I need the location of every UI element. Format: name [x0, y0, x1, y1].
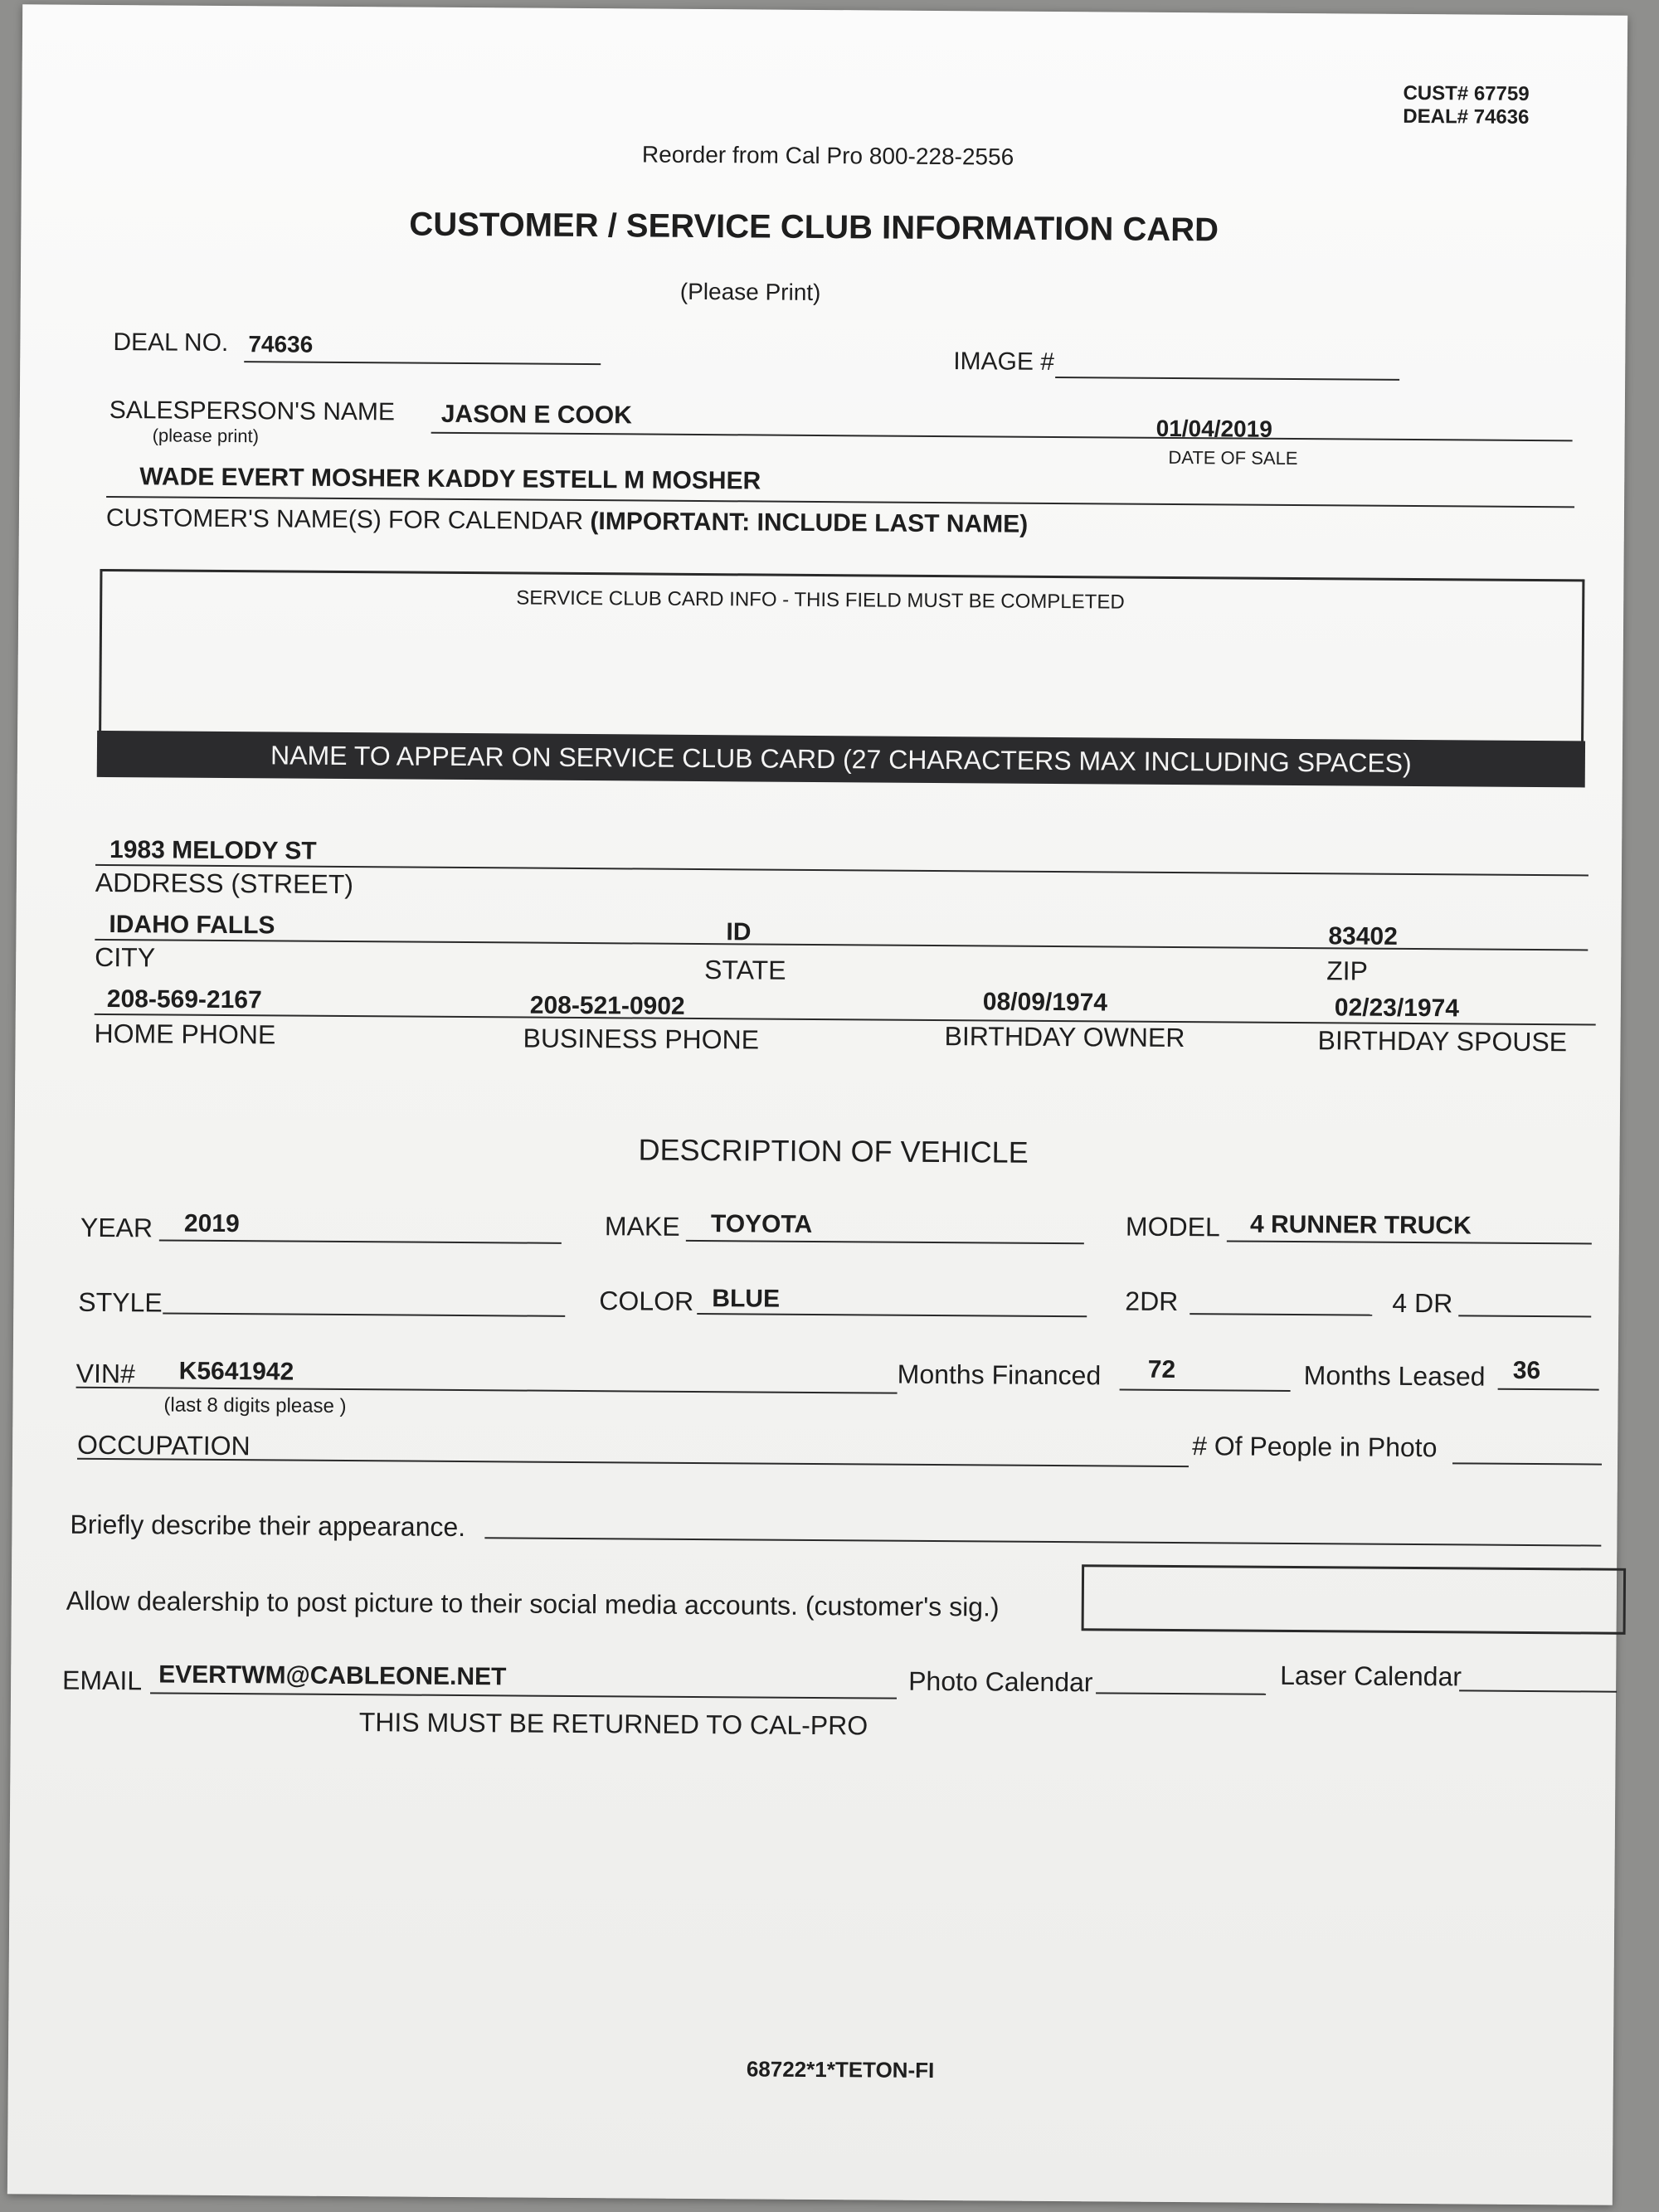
months-leased-value: 36	[1512, 1356, 1541, 1385]
deal-number-header: DEAL# 74636	[1403, 105, 1530, 129]
date-of-sale-value: 01/04/2019	[1155, 415, 1272, 442]
form-code: 68722*1*TETON-FI	[746, 2056, 935, 2083]
months-financed-line	[1120, 1389, 1291, 1392]
year-label: YEAR	[80, 1212, 153, 1243]
vin-value: K5641942	[178, 1357, 294, 1386]
customer-number: CUST# 67759	[1403, 81, 1530, 105]
style-label: STYLE	[78, 1286, 163, 1318]
occupation-line[interactable]	[77, 1458, 1189, 1467]
deal-number-line	[244, 361, 601, 365]
home-phone-value: 208-569-2167	[106, 985, 262, 1014]
four-door-line[interactable]	[1458, 1315, 1591, 1317]
street-value: 1983 MELODY ST	[109, 836, 317, 865]
business-phone-value: 208-521-0902	[529, 991, 685, 1020]
people-in-photo-line[interactable]	[1452, 1462, 1602, 1465]
style-line[interactable]	[163, 1312, 565, 1316]
return-note: THIS MUST BE RETURNED TO CAL-PRO	[358, 1707, 868, 1741]
occupation-label: OCCUPATION	[76, 1429, 251, 1461]
salesperson-value: JASON E COOK	[440, 400, 632, 430]
vin-label: VIN#	[75, 1358, 135, 1389]
model-value: 4 RUNNER TRUCK	[1249, 1210, 1472, 1240]
model-line	[1227, 1240, 1592, 1244]
appearance-line[interactable]	[484, 1537, 1601, 1546]
deal-number-label: DEAL NO.	[113, 328, 229, 357]
make-line	[686, 1240, 1084, 1244]
street-label: ADDRESS (STREET)	[95, 867, 354, 900]
customer-names-value: WADE EVERT MOSHER KADDY ESTELL M MOSHER	[139, 463, 761, 495]
people-in-photo-label: # Of People in Photo	[1192, 1431, 1438, 1463]
birthday-owner-value: 08/09/1974	[982, 988, 1108, 1017]
please-print-note: (Please Print)	[679, 278, 821, 306]
birthday-spouse-value: 02/23/1974	[1334, 994, 1460, 1023]
make-value: TOYOTA	[710, 1210, 813, 1238]
email-line	[150, 1692, 897, 1699]
color-value: BLUE	[712, 1285, 781, 1313]
customer-names-label: CUSTOMER'S NAME(S) FOR CALENDAR (IMPORTANT: INCLUDE LAST NAME)	[105, 503, 1029, 538]
service-club-name-banner: NAME TO APPEAR ON SERVICE CLUB CARD (27 CHARACTERS MAX INCLUDING SPACES)	[97, 731, 1585, 788]
email-value: EVERTWM@CABLEONE.NET	[158, 1660, 507, 1691]
year-line	[159, 1239, 562, 1243]
salesperson-label: SALESPERSON'S NAME	[109, 396, 396, 426]
zip-value: 83402	[1328, 922, 1398, 950]
business-phone-label: BUSINESS PHONE	[523, 1023, 760, 1055]
months-leased-label: Months Leased	[1303, 1360, 1486, 1392]
birthday-spouse-label: BIRTHDAY SPOUSE	[1317, 1025, 1568, 1057]
color-label: COLOR	[599, 1286, 694, 1316]
service-club-heading: SERVICE CLUB CARD INFO - THIS FIELD MUST BE COMPLETED	[516, 586, 1125, 614]
color-line	[697, 1313, 1087, 1317]
city-label: CITY	[95, 941, 156, 973]
customer-signature-box[interactable]	[1082, 1564, 1627, 1635]
four-door-label: 4 DR	[1392, 1287, 1453, 1319]
salesperson-sub-label: (please print)	[152, 425, 260, 447]
make-label: MAKE	[604, 1211, 680, 1242]
laser-calendar-label: Laser Calendar	[1280, 1660, 1462, 1692]
image-number-label: IMAGE #	[953, 348, 1055, 376]
social-media-label: Allow dealership to post picture to their social media accounts. (customer's sig.)	[66, 1585, 1000, 1622]
vin-note: (last 8 digits please )	[163, 1393, 347, 1418]
laser-calendar-line[interactable]	[1459, 1689, 1617, 1692]
months-leased-line	[1498, 1388, 1599, 1391]
birthday-owner-label: BIRTHDAY OWNER	[944, 1021, 1185, 1053]
two-door-label: 2DR	[1125, 1286, 1179, 1317]
zip-label: ZIP	[1326, 955, 1369, 986]
photo-calendar-label: Photo Calendar	[908, 1665, 1093, 1698]
date-of-sale-label: DATE OF SALE	[1168, 446, 1298, 469]
state-value: ID	[726, 918, 752, 946]
photo-calendar-line[interactable]	[1096, 1692, 1266, 1694]
state-label: STATE	[704, 955, 786, 985]
two-door-line[interactable]	[1190, 1313, 1372, 1316]
image-number-line[interactable]	[1055, 377, 1399, 381]
email-label: EMAIL	[62, 1665, 143, 1696]
deal-number-value: 74636	[248, 331, 314, 357]
vin-line	[76, 1387, 898, 1394]
form-title: CUSTOMER / SERVICE CLUB INFORMATION CARD	[409, 206, 1219, 249]
information-card-sheet	[7, 4, 1627, 2205]
year-value: 2019	[183, 1209, 240, 1238]
reorder-note: Reorder from Cal Pro 800-228-2556	[641, 141, 1014, 170]
vehicle-section-title: DESCRIPTION OF VEHICLE	[638, 1132, 1029, 1169]
city-value: IDAHO FALLS	[109, 911, 275, 940]
home-phone-label: HOME PHONE	[94, 1018, 276, 1050]
salesperson-line	[431, 432, 1573, 442]
model-label: MODEL	[1125, 1211, 1220, 1242]
months-financed-label: Months Financed	[897, 1359, 1102, 1391]
appearance-label: Briefly describe their appearance.	[70, 1509, 466, 1543]
months-financed-value: 72	[1147, 1355, 1176, 1384]
